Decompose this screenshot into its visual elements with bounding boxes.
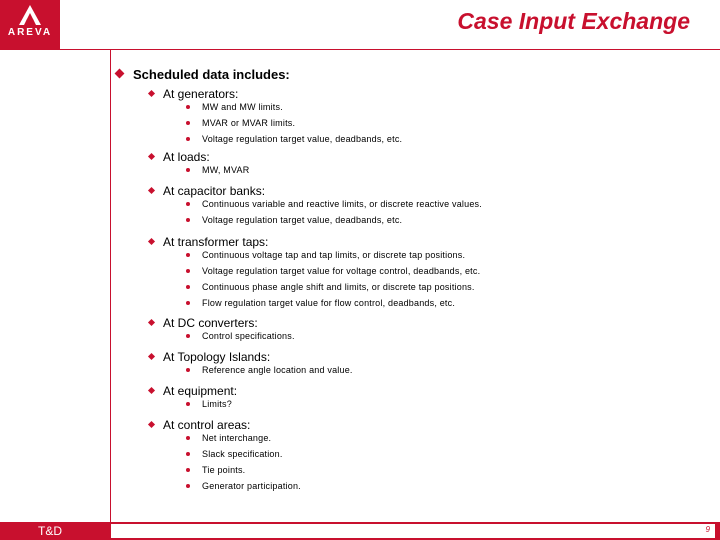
list-item-text: Limits? [202,399,232,409]
section-bullet-icon [148,319,155,326]
dot-bullet-icon [186,269,190,273]
section-bullet-icon [148,187,155,194]
dot-bullet-icon [186,436,190,440]
diamond-bullet-icon [115,69,125,79]
dot-bullet-icon [186,301,190,305]
section-label: At transformer taps: [163,235,269,249]
page-number: 9 [705,525,710,534]
dot-bullet-icon [186,285,190,289]
section-label: At control areas: [163,418,251,432]
dot-bullet-icon [186,105,190,109]
section-label: At Topology Islands: [163,350,271,364]
section-label: At generators: [163,87,239,101]
list-item-text: Reference angle location and value. [202,365,353,375]
section-bullet-icon [148,421,155,428]
list-item-text: Net interchange. [202,433,272,443]
section-label: At DC converters: [163,316,258,330]
dot-bullet-icon [186,484,190,488]
dot-bullet-icon [186,168,190,172]
heading-text: Scheduled data includes: [133,67,290,82]
dot-bullet-icon [186,402,190,406]
section-bullet-icon [148,238,155,245]
page-title: Case Input Exchange [457,8,690,34]
list-item-text: MVAR or MVAR limits. [202,118,296,128]
footer-brand: T&D [38,524,62,538]
list-item-text: MW and MW limits. [202,102,283,112]
section-bullet-icon [148,353,155,360]
footer [0,522,720,540]
dot-bullet-icon [186,253,190,257]
dot-bullet-icon [186,121,190,125]
list-item-text: Continuous voltage tap and tap limits, or discrete tap positions. [202,250,466,260]
list-item-text: Voltage regulation target value, deadbands, etc. [202,134,403,144]
list-item-text: Tie points. [202,465,246,475]
section-label: At capacitor banks: [163,184,266,198]
dot-bullet-icon [186,368,190,372]
dot-bullet-icon [186,334,190,338]
section-label: At equipment: [163,384,238,398]
list-item-text: Voltage regulation target value, deadbands, etc. [202,215,403,225]
dot-bullet-icon [186,218,190,222]
list-item-text: Control specifications. [202,331,295,341]
list-item-text: Voltage regulation target value for voltage control, deadbands, etc. [202,266,481,276]
list-item-text: Continuous phase angle shift and limits, or discrete tap positions. [202,282,475,292]
section-bullet-icon [148,90,155,97]
dot-bullet-icon [186,452,190,456]
dot-bullet-icon [186,137,190,141]
list-item-text: MW, MVAR [202,165,250,175]
dot-bullet-icon [186,202,190,206]
list-item-text: Generator participation. [202,481,301,491]
list-item-text: Flow regulation target value for flow control, deadbands, etc. [202,298,456,308]
dot-bullet-icon [186,468,190,472]
list-item-text: Continuous variable and reactive limits, or discrete reactive values. [202,199,482,209]
footer-panel [111,524,715,538]
section-bullet-icon [148,153,155,160]
section-label: At loads: [163,150,210,164]
section-bullet-icon [148,387,155,394]
logo-text: AREVA [7,27,53,38]
list-item-text: Slack specification. [202,449,283,459]
